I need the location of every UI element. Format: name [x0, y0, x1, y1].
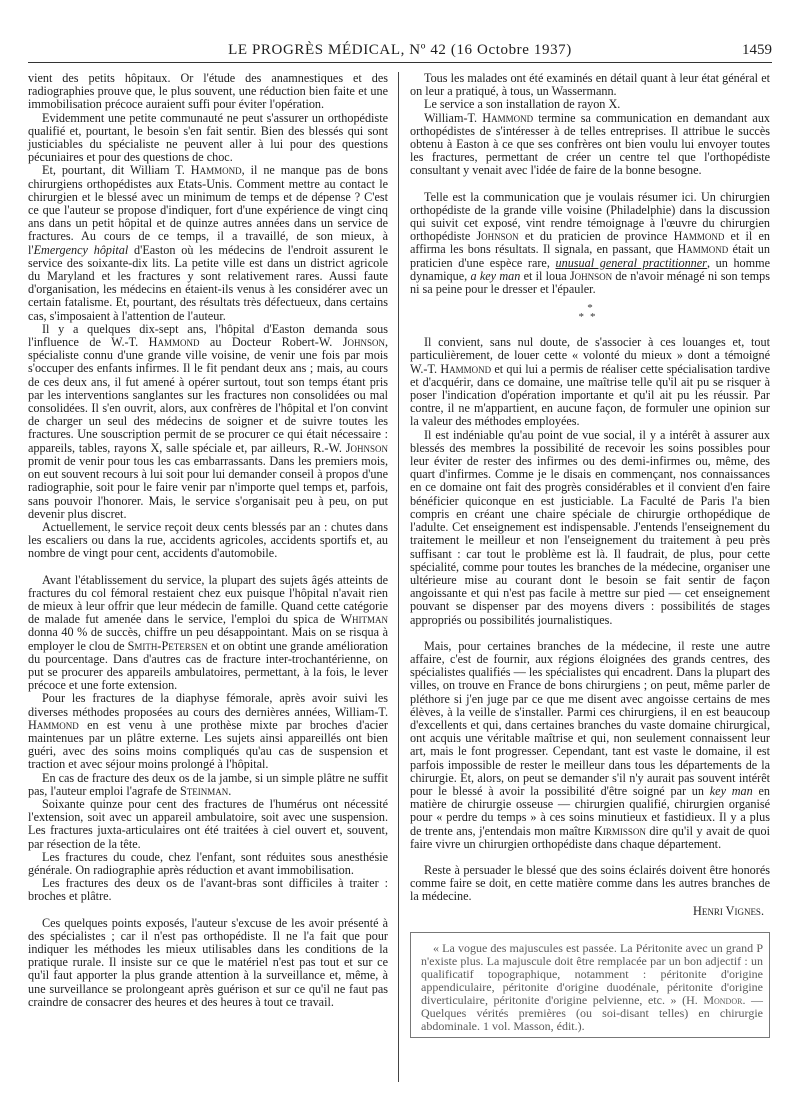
paragraph: Pour les fractures de la diaphyse fémorale, après avoir suivi les diverses méthodes proposées au cours des dernières années, William-T. Hammond en est venu à une prothèse mixte par broches d'acier maintenues par un plâtre externe. Les sujets ainsi appareillés ont bien guéri, avec des soins moins compliqués qu'au cas de suspension et traction et avec séjour moins prolongé à l'hôpital. — [28, 691, 388, 772]
paragraph: Reste à persuader le blessé que des soins éclairés doivent être honorés comme faire se doit, en cette matière comme dans les autres branches de la médecine. — [410, 862, 770, 904]
paragraph: Tous les malades ont été examinés en détail quant à leur état général et on leur a pratiqué, à tous, un Wassermann. — [410, 71, 770, 99]
paragraph: Avant l'établissement du service, la plupart des sujets âgés atteints de fractures du col fémoral restaient chez eux puisque l'hôpital n'avait rien de mieux à leur offrir que leur médecin de famille. Quand cette catégorie de malade fut amenée dans le service, l'emploi du spica de Whitman donna 40 % de succès, chiffre un peu désappointant. Mais on se risqua à employer le clou de Smith-Petersen et on obtint une grande amélioration du pourcentage. Dans d'autres cas de fracture inter-trochantérienne, on put se procurer des appareils ambulatoires, permettant, à la fois, le lever précoce et une forte extension. — [28, 572, 388, 693]
author-name: Hammond — [190, 163, 242, 178]
left-column — [28, 72, 388, 1009]
paragraph: Ces quelques points exposés, l'auteur s'excuse de les avoir présenté à des spécialistes ; car il n'est pas orthopédiste. Il ne l'a fait que pour indiquer les méthodes les mieux utilisables dans les conditions de la pratique rurale. Il insiste sur ce que le matériel n'est pas tout et sur ce qu'il faut apporter la plus grande attention à la surveillance et, même, à une surveillance se prolongeant après guérison et sur ce qu'il ne faut pas craindre de consacrer des heures et des heures à tout ce travail. — [28, 915, 388, 1009]
paragraph: Mais, pour certaines branches de la médecine, il reste une autre affaire, c'est de fournir, aux régions éloignées des grands centres, des spécialistes qualifiés — les spécialistes qui encadrent. Dans la plupart des villes, on trouve en France de bons chirurgiens ; on peut, même parler de pléthore si j'en juge par ce que me disent avec angoisse certains de mes élèves, à la veille de s'installer. Parmi ces chirurgiens, il en est beaucoup d'excellents et qui, dans certaines branches du vaste domaine chirurgical, ont acquis une véritable maîtrise et qui, non seulement connaissent leur art, mais le font progresser. Cependant, tant est vaste le domaine, il est parfois impossible de rester le meilleur dans tous les départements de la chirurgie. Et, alors, on peut se demander s'il n'y aurait pas souvent intérêt pour le blessé à avoir la possibilité d'être soigné par un key man en matière de chirurgie osseuse — chirurgien qualifié, chirurgien organisé pour « perdre du temps » à ces soins minutieux et fastidieux. Il y a plus de trente ans, j'entendais mon maître Kirmisson dire qu'il y avait de quoi faire vivre un chirurgien orthopédiste dans chaque département. — [410, 638, 770, 851]
paragraph: En cas de fracture des deux os de la jambe, si un simple plâtre ne suffit pas, l'auteur emploi l'agrafe de Steinman. — [28, 770, 388, 798]
paragraph: Evidemment une petite communauté ne peut s'assurer un orthopédiste qualifié et, pourtant, le besoin s'en fait sentir. Bien des blessés qui sont justiciables du spécialiste ne peuvent aller à lui pour des questions pécuniaires et pour des questions de choc. — [28, 110, 388, 165]
paragraph: Actuellement, le service reçoit deux cents blessés par an : chutes dans les escaliers ou dans la rue, accidents agricoles, accidents sportifs et, au nombre de vingt pour cent, accidents d'automobile. — [28, 519, 388, 561]
hospital-name: Emergency hôpital — [33, 242, 129, 257]
column-divider — [398, 72, 399, 1082]
quoted-phrase: a key man — [470, 268, 521, 283]
journal-title: LE PROGRÈS MÉDICAL, Nº 42 (16 Octobre 1937) — [228, 42, 572, 58]
right-column — [410, 72, 770, 1038]
author-name: Hammond — [677, 242, 729, 257]
paragraph: Telle est la communication que je voulais résumer ici. Un chirurgien orthopédiste de la grande ville voisine (Philadelphie) dans la discussion qui suivit cet exposé, vint rendre témoignage à l'œuvre du chirurgien orthopédiste Johnson et du praticien de province Hammond et il en affirma les bons résultats. Il signala, en passant, que Hammond était un praticien d'une espèce rare, unusual general practitionner, un homme dynamique, a key man et il loua Johnson de n'avoir ménagé ni son temps ni sa peine pour le dresser et l'épauler. — [410, 189, 770, 297]
author-name: Johnson — [342, 335, 385, 350]
page-number: 1459 — [742, 42, 772, 58]
paragraph: Soixante quinze pour cent des fractures de l'humérus ont nécessité l'extension, soit avec un appareil ambulatoire, soit avec une suspension. Les fractures juxta-articulaires ont été traitées à ciel ouvert et, souvent, par résection de la tête. — [28, 796, 388, 851]
author-name: Hammond — [440, 361, 492, 376]
author-name: Johnson — [345, 440, 388, 455]
author-signature: Henri Vignes. — [693, 903, 764, 918]
paragraph: vient des petits hôpitaux. Or l'étude des anamnestiques et des radiographies prouve que, le plus souvent, une réduction bien faite et une immobilisation précoce auraient suffi pour éviter l'opération. — [28, 71, 388, 112]
quoted-phrase: unusual general practitionner — [555, 255, 707, 270]
paragraph: Les fractures des deux os de l'avant-bras sont difficiles à traiter : broches et plâtre. — [28, 876, 388, 904]
boxed-quotation: « La vogue des majuscules est passée. La Péritonite avec un grand P n'existe plus. La majuscule doit être remplacée par un bon adjectif : un qualificatif topographique, notamment : péritonite d'origine appendiculaire, péritonite d'origine duodénale, péritonite d'origine diverticulaire, péritonite d'origine pelvienne, etc. » (H. Mondor. — Quelques vérités premières (ou soi-disant telles) en chirurgie abdominale. 1 vol. Masson, édit.). — [421, 940, 763, 1034]
paragraph: Et, pourtant, dit William T. Hammond, il ne manque pas de bons chirurgiens orthopédistes aux Etats-Unis. Comment mettre au contact le chirurgien et le blessé avec un minimum de temps et de dépense ? C'est ce que l'auteur se propose d'indiquer, fort d'une expérience de vingt cinq ans dans un petit hôpital et de quinze autres années dans un service de fractures. Au cours de ce temps, il a travaillé, de son mieux, à l'Emergency hôpital d'Easton où les médecins de l'endroit assurent le service des soixante-dix lits. La petite ville est dans un district agricole du Maryland et les fractures y sont relativement rares. Aussi faute d'organisation, les médecins en étaient-ils venus à les considérer avec un certain fatalisme. Et, pourtant, des résultats très défectueux, dans certains cas, s'imposaient à l'attention de l'auteur. — [28, 163, 388, 323]
paragraph: Il y a quelques dix-sept ans, l'hôpital d'Easton demanda sous l'influence de W.-T. Hammond au Docteur Robert-W. Johnson, spécialiste connu d'une grande ville voisine, de venir une fois par mois s'occuper des enfants infirmes. Il le fit pendant deux ans ; mais, au cours de ces deux ans, il fut amené à opérer surtout, tout son temps étant pris par les interventions sanglantes sur les fractures non consolidées ou mal consolidées. Il s'en ouvrit, alors, aux confrères de l'hôpital et l'on convint de charger un seul des médecins de soigner et de suivre toutes les fractures. Une souscription permit de se procurer ce qui était nécessaire : appareils, tables, rayons X, salle spéciale et, par ailleurs, R.-W. Johnson promit de venir pour tous les cas embarrassants. Dans les premiers mois, on eut souvent recours à lui soit pour lui demander conseil à propos d'une radiographie, soit pour le faire venir par n'importe quel temps et, parfois, sans pouvoir l'honorer. Mais, le service s'organisait peu à peu, on put devenir plus discret. — [28, 321, 389, 521]
paragraph: William-T. Hammond termine sa communication en demandant aux orthopédistes de s'intéresser à de telles entreprises. Il attribue le succès obtenu à Easton à ce que ses confrères ont bien voulu lui envoyer toutes les fractures, permettant de créer un centre tel que l'orthopédiste consultant y venait avec l'idée de faire de la bonne besogne. — [410, 110, 771, 178]
page-header — [28, 38, 772, 63]
quotation-box — [410, 932, 770, 1039]
paragraph: Le service a son installation de rayon X. — [424, 97, 621, 112]
paragraph: Il est indéniable qu'au point de vue social, il y a intérêt à assurer aux blessés des membres la possibilité de recevoir les soins possibles pour leur éviter de rester des infirmes ou des demi-infirmes ou, même, des quart d'infirmes. Comme je le disais en commençant, nos connaissances en ce domaine ont fait des progrès considérables et il convient d'en faire bénéficier quiconque en est justiciable. La Faculté de Paris l'a bien compris en créant une chaire spéciale de chirurgie orthopédique de l'adulte. Cet enseignement est indispensable. J'entends l'enseignement du traitement le meilleur et non l'enseignement du traitement à peu près suffisant : car tout le problème est là. Il faudrait, de plus, pour cette spécialité, comme pour toutes les branches de la médecine, organiser une ultérieure mise au courant dont le besoin se fait sentir de façon angoissante et qui n'est pas facile à mettre sur pied — cet enseignement pouvant se dispenser par des moyens divers : possibilités de stages appropriés ou possibilités journalistiques. — [410, 427, 770, 627]
quoted-phrase: key man — [709, 783, 753, 798]
section-separator-asterisks: * ** — [578, 302, 602, 324]
author-name: Hammond — [673, 229, 725, 244]
author-name: Hammond — [482, 110, 534, 125]
paragraph: Les fractures du coude, chez l'enfant, sont réduites sous anesthésie générale. On radiographie après réduction et avant immobilisation. — [28, 849, 388, 877]
author-name: Whitman — [340, 612, 388, 627]
author-name: Mondor — [703, 993, 743, 1008]
author-name: Johnson — [476, 229, 519, 244]
author-name: Hammond — [28, 717, 79, 732]
author-name: Kirmisson — [594, 823, 646, 838]
author-name: Steinman — [179, 783, 229, 798]
paragraph: Il convient, sans nul doute, de s'associer à ces louanges et, tout particulièrement, de louer cette « volonté du mieux » dont a témoigné W.-T. Hammond et qui lui a permis de réaliser cette spécialisation tardive et d'acquérir, dans ce domaine, une maîtrise telle qu'il ait pu se risquer à poser l'indication d'opération importante et qu'il ait pu les réussir. Par contre, il ne m'appartient, en aucune façon, de formuler une opinion sur la valeur des méthodes employées. — [410, 335, 770, 429]
author-name: Johnson — [569, 268, 613, 283]
author-name: Hammond — [148, 335, 200, 350]
author-name: Smith-Petersen — [127, 638, 208, 653]
